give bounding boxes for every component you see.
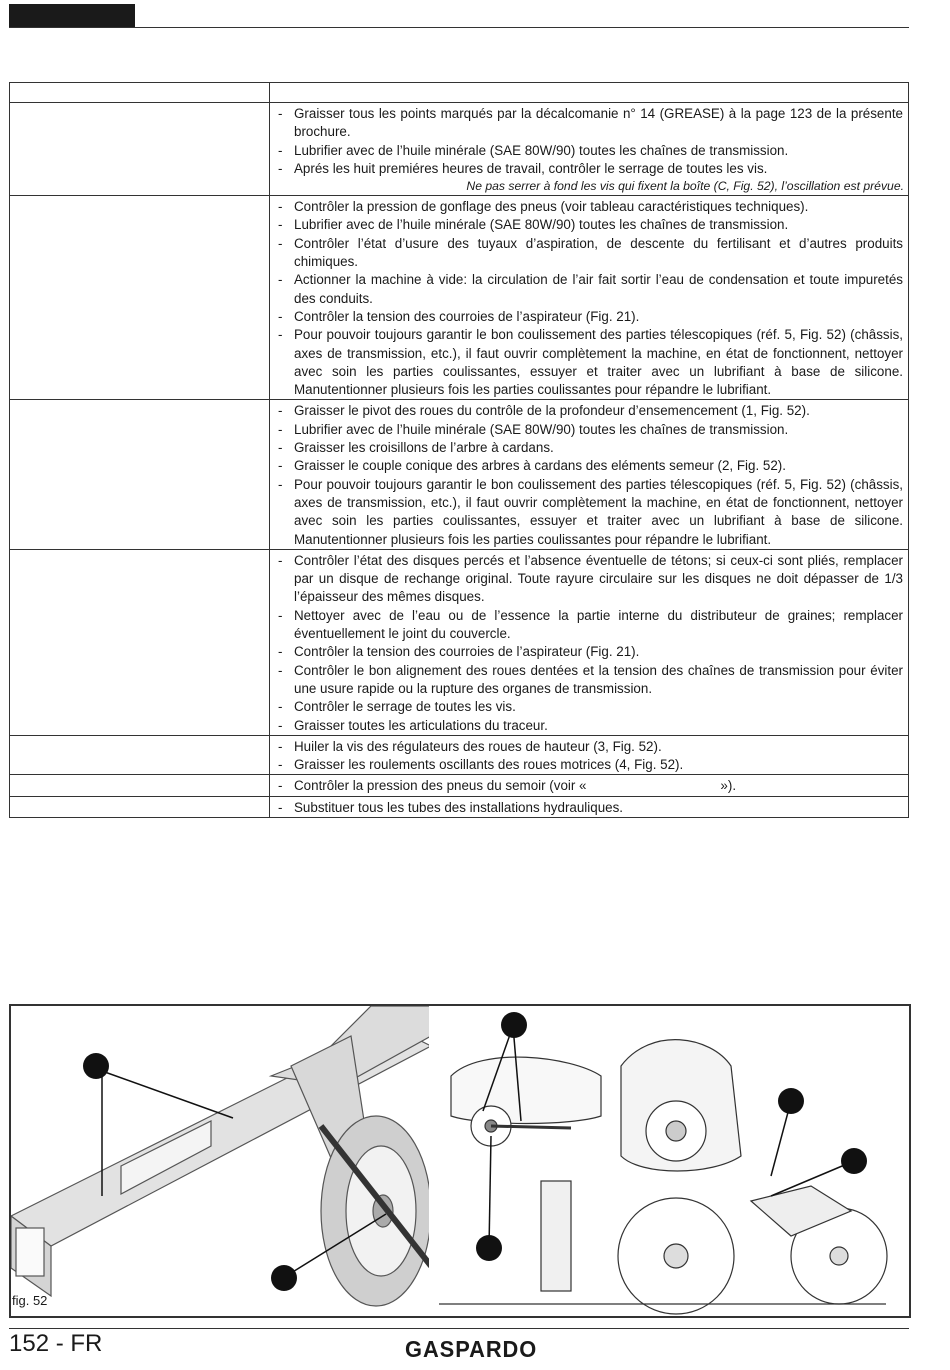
operations-cell: [270, 796, 909, 817]
list-item: - Graisser le pivot des roues du contrôle de la profondeur d’ensemencement (1, Fig. 52).: [274, 402, 903, 420]
table-row: [10, 735, 909, 775]
operations-cell: [270, 400, 909, 549]
table-row: [10, 775, 909, 796]
list-item: - Contrôler le serrage de toutes les vis.: [274, 698, 903, 716]
list-item: - Contrôler le bon alignement des roues dentées et la tension des chaînes de transmission pour éviter une usure rapide ou la rupture des organes de transmission.: [274, 662, 903, 699]
list-item: - Graisser toutes les articulations du traceur.: [274, 717, 903, 735]
list-item: - Nettoyer avec de l’eau ou de l’essence la partie interne du distributeur de graines; remplacer éventuellement le joint du couvercle.: [274, 607, 903, 644]
list-item: - Graisser le couple conique des arbres à cardans des eléments semeur (2, Fig. 52).: [274, 457, 903, 475]
operations-cell: [270, 735, 909, 775]
callout-marker: [778, 1088, 804, 1114]
list-item: - Huiler la vis des régulateurs des roues de hauteur (3, Fig. 52).: [274, 738, 903, 756]
period-cell: [10, 196, 270, 400]
list-item: - Contrôler la pression des pneus du semoir (voir « »).: [274, 777, 903, 795]
period-cell: [10, 103, 270, 196]
list-item: - Lubrifier avec de l’huile minérale (SAE 80W/90) toutes les chaînes de transmission.: [274, 216, 903, 234]
period-cell: [10, 549, 270, 735]
callout-marker: [841, 1148, 867, 1174]
operations-cell: [270, 196, 909, 400]
table-row: [10, 196, 909, 400]
caution-note: Ne pas serrer à fond les vis qui fixent la boîte (C, Fig. 52), l’oscillation est prévue.: [466, 179, 904, 194]
footer-rule: [9, 1328, 909, 1329]
list-item: - Contrôler la tension des courroies de l’aspirateur (Fig. 21).: [274, 643, 903, 661]
period-cell: [10, 400, 270, 549]
list-item: - Substituer tous les tubes des installations hydrauliques.: [274, 799, 903, 817]
list-item: - Graisser les roulements oscillants des roues motrices (4, Fig. 52).: [274, 756, 903, 774]
list-item: - Lubrifier avec de l’huile minérale (SAE 80W/90) toutes les chaînes de transmission.: [274, 142, 903, 160]
list-item: - Contrôler la pression de gonflage des pneus (voir tableau caractéristiques techniques).: [274, 198, 903, 216]
header-rule: [9, 27, 909, 28]
list-item: - Graisser tous les points marqués par la décalcomanie n° 14 (GREASE) à la page 123 de la présente brochure.: [274, 105, 903, 142]
header-cell-operations: [270, 83, 909, 103]
list-item: - Contrôler l’état des disques percés et l’absence éventuelle de tétons; si ceux-ci sont pliés, remplacer par un disque de rechange original. Toute rayure circulaire sur les disques ne doit dépasser de 1/3 l’épaisseur des mêmes disques.: [274, 552, 903, 607]
header-tab-block: [9, 4, 135, 27]
telescopic-frame-illustration: [11, 1006, 431, 1306]
operations-cell: [270, 775, 909, 796]
operations-cell: [270, 103, 909, 196]
list-item: - Graisser les croisillons de l’arbre à cardans.: [274, 439, 903, 457]
period-cell: [10, 796, 270, 817]
list-item: - Contrôler l’état d’usure des tuyaux d’aspiration, de descente du fertilisant et d’autres produits chimiques.: [274, 235, 903, 272]
list-item: - Pour pouvoir toujours garantir le bon coulissement des parties télescopiques (réf. 5, Fig. 52) (châssis, axes de transmission, etc.), il faut ouvrir complètement la machine, en état de fonctionnent, nettoyer avec soin les parties coulissantes, essuyer et traiter avec un lubrifiant à base de silicone. Manutentionner plusieurs fois les parties coulissantes pour répandre le lubrifiant.: [274, 476, 903, 549]
list-item: - Contrôler la tension des courroies de l’aspirateur (Fig. 21).: [274, 308, 903, 326]
header-cell-period: [10, 83, 270, 103]
seeding-element-illustration: [429, 1006, 909, 1316]
brand-logo: GASPARDO: [405, 1336, 538, 1362]
table-row: [10, 400, 909, 549]
callout-marker: [83, 1053, 109, 1079]
figure-52: [9, 1004, 911, 1318]
maintenance-table: [9, 82, 909, 818]
period-cell: [10, 775, 270, 796]
figure-illustration: [11, 1006, 909, 1316]
table-row: [10, 549, 909, 735]
list-item: - Actionner la machine à vide: la circulation de l’air fait sortir l’eau de condensation et toute impuretés des conduits.: [274, 271, 903, 308]
operations-cell: [270, 549, 909, 735]
table-header-row: [10, 83, 909, 103]
callout-marker: [476, 1235, 502, 1261]
callout-marker: [271, 1265, 297, 1291]
table-row: [10, 796, 909, 817]
list-item: - Pour pouvoir toujours garantir le bon coulissement des parties télescopiques (réf. 5, Fig. 52) (châssis, axes de transmission, etc.), il faut ouvrir complètement la machine, en état de fonctionnent, nettoyer avec soin les parties coulissantes, essuyer et traiter avec un lubrifiant à base de silicone. Manutentionner plusieurs fois les parties coulissantes pour répandre le lubrifiant.: [274, 326, 903, 399]
callout-marker: [501, 1012, 527, 1038]
figure-caption: fig. 52: [12, 1293, 48, 1308]
list-item: - Lubrifier avec de l’huile minérale (SAE 80W/90) toutes les chaînes de transmission.: [274, 421, 903, 439]
period-cell: [10, 735, 270, 775]
page-number: 152 - FR: [9, 1330, 103, 1357]
table-row: [10, 103, 909, 196]
list-item: - Aprés les huit premiéres heures de travail, contrôler le serrage de toutes les vis.: [274, 160, 903, 178]
